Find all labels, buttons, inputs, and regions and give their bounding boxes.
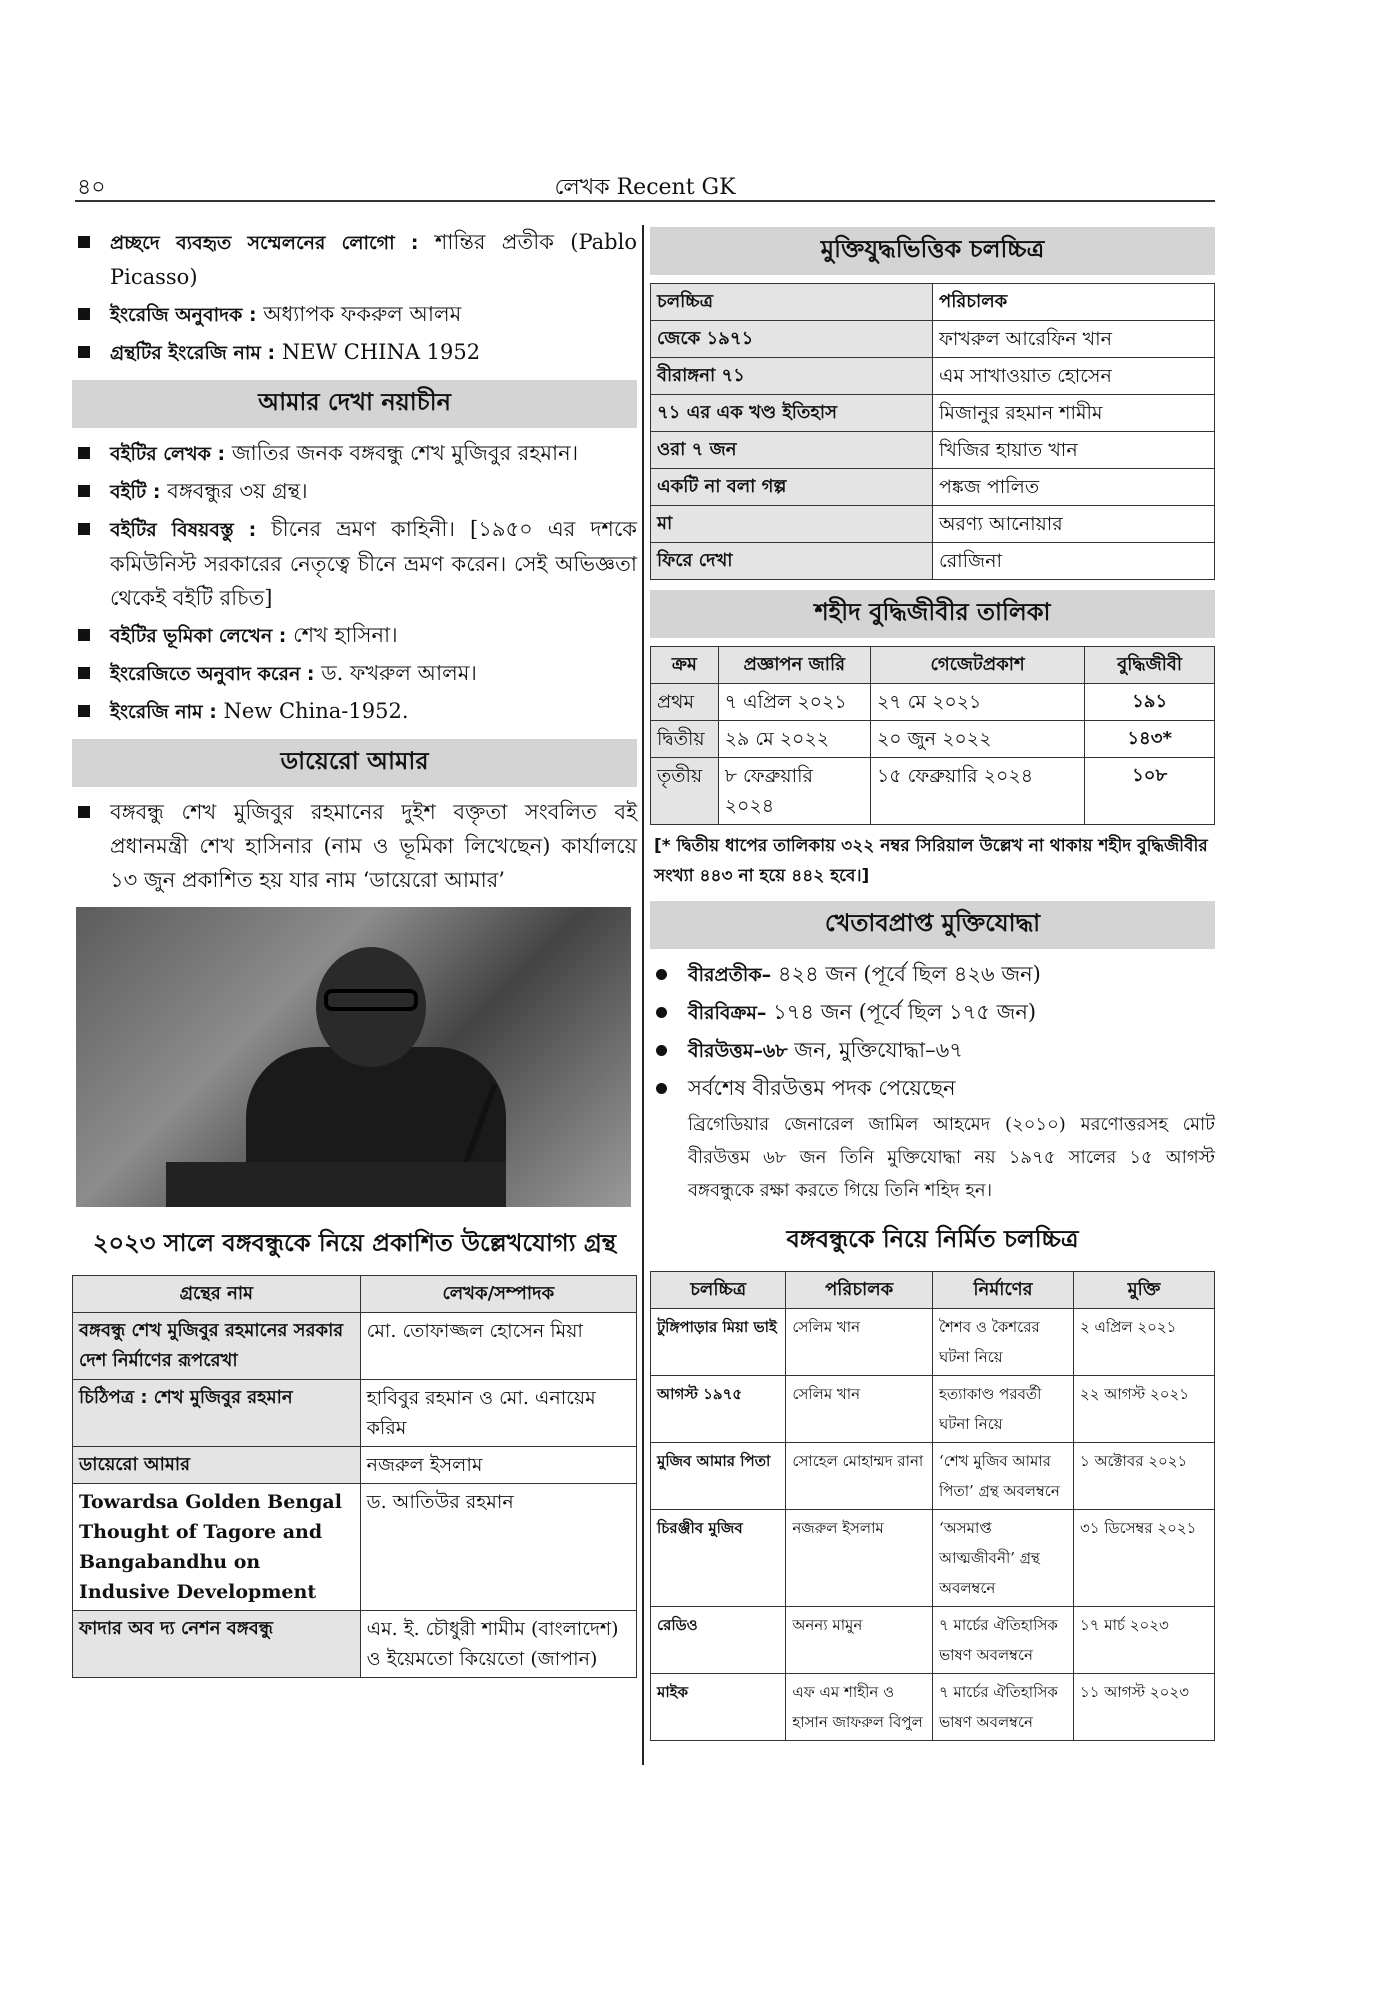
martyr-count: ১৯১ xyxy=(1085,684,1215,721)
table-row xyxy=(651,506,1215,543)
film-director: এম সাখাওয়াত হোসেন xyxy=(933,358,1215,395)
round-bullet-icon xyxy=(656,1045,667,1056)
list-item xyxy=(72,436,637,471)
list-item xyxy=(72,335,637,370)
martyr-notice-date: ৮ ফেব্রুয়ারি ২০২৪ xyxy=(718,758,870,825)
table-header-row xyxy=(73,1276,637,1313)
square-bullet-icon xyxy=(78,346,90,358)
film-basis: শৈশব ও কৈশরের ঘটনা নিয়ে xyxy=(932,1309,1073,1376)
bangabandhu-films-table xyxy=(650,1271,1215,1741)
page-header xyxy=(75,168,1215,202)
square-bullet-icon xyxy=(78,236,90,248)
photo-glasses xyxy=(324,989,418,1011)
item-label: ইংরেজিতে অনুবাদ করেন : xyxy=(110,663,315,685)
book-author: এম. ই. চৌধুরী শামীম (বাংলাদেশ) ও ইয়েমতো কিয়েতো (জাপান) xyxy=(360,1611,636,1678)
square-bullet-icon xyxy=(78,447,90,459)
book-name: Towardsa Golden Bengal Thought of Tagore and Bangabandhu on Indusive Development xyxy=(73,1484,361,1611)
bangabandhu-films-heading: বঙ্গবন্ধুকে নিয়ে নির্মিত চলচ্চিত্র xyxy=(786,1225,1079,1253)
item-label: বইটির ভূমিকা লেখেন : xyxy=(110,625,287,647)
book-name: ডায়েরো আমার xyxy=(73,1447,361,1484)
running-title: লেখক Recent GK xyxy=(554,175,736,200)
awards-detail: ব্রিগেডিয়ার জেনারেল জামিল আহমেদ (২০১০) মরণোত্তরসহ মোট বীরউত্তম ৬৮ জন তিনি মুক্তিযোদ্ধা নয় ১৯৭৫ সালের ১৫ আগস্ট বঙ্গবন্ধুকে রক্ষা করতে গিয়ে তিনি শহিদ হন। xyxy=(688,1114,1215,1201)
books-2023-heading: ২০২৩ সালে বঙ্গবন্ধুকে নিয়ে প্রকাশিত উল্লেখযোগ্য গ্রন্থ xyxy=(92,1229,617,1257)
table-row xyxy=(651,1607,1215,1674)
column-header: বুদ্ধিজীবী xyxy=(1085,647,1215,684)
book-author: নজরুল ইসলাম xyxy=(360,1447,636,1484)
film-title: ফিরে দেখা xyxy=(651,543,933,580)
books-2023-table xyxy=(72,1275,637,1678)
item-value: New China-1952. xyxy=(223,699,409,723)
square-bullet-icon xyxy=(78,523,90,535)
table-row xyxy=(651,358,1215,395)
table-row xyxy=(651,469,1215,506)
table-row xyxy=(651,1376,1215,1443)
table-row xyxy=(73,1611,637,1678)
item-value: ১৭৪ জন (পূর্বে ছিল ১৭৫ জন) xyxy=(773,1000,1037,1024)
film-release: ১ অক্টোবর ২০২১ xyxy=(1073,1443,1214,1510)
column-header: পরিচালক xyxy=(933,284,1215,321)
film-title: আগস্ট ১৯৭৫ xyxy=(651,1376,786,1443)
film-director: সেলিম খান xyxy=(786,1376,933,1443)
section-heading-new-china: আমার দেখা নয়াচীন xyxy=(72,380,637,428)
item-label: বইটি : xyxy=(110,481,161,503)
square-bullet-icon xyxy=(78,806,90,818)
martyr-notice-date: ২৯ মে ২০২২ xyxy=(718,721,870,758)
film-basis: ‘শেখ মুজিব আমার পিতা’ গ্রন্থ অবলম্বনে xyxy=(932,1443,1073,1510)
book-author: মো. তোফাজ্জল হোসেন মিয়া xyxy=(360,1313,636,1380)
table-row xyxy=(73,1484,637,1611)
list-item xyxy=(72,474,637,509)
round-bullet-icon xyxy=(656,969,667,980)
martyrs-table xyxy=(650,646,1215,825)
table-row xyxy=(73,1447,637,1484)
item-label: বীরউত্তম–৬৮ xyxy=(688,1040,788,1062)
table-row xyxy=(73,1380,637,1447)
book-name: চিঠিপত্র : শেখ মুজিবুর রহমান xyxy=(73,1380,361,1447)
item-label: বীরবিক্রম– xyxy=(688,1002,767,1024)
film-basis: হত্যাকাণ্ড পরবর্তী ঘটনা নিয়ে xyxy=(932,1376,1073,1443)
table-header-row xyxy=(651,647,1215,684)
list-item xyxy=(650,995,1215,1030)
column-header: প্রজ্ঞাপন জারি xyxy=(718,647,870,684)
film-title: ৭১ এর এক খণ্ড ইতিহাস xyxy=(651,395,933,432)
martyr-gazette-date: ১৫ ফেব্রুয়ারি ২০২৪ xyxy=(870,758,1084,825)
film-basis: ৭ মার্চের ঐতিহাসিক ভাষণ অবলম্বনে xyxy=(932,1607,1073,1674)
column-header: নির্মাণের xyxy=(932,1272,1073,1309)
item-value: শান্তির প্রতীক (Pablo Picasso) xyxy=(110,230,637,289)
table-row xyxy=(651,1443,1215,1510)
table-row xyxy=(651,758,1215,825)
film-director: সোহেল মোহাম্মদ রানা xyxy=(786,1443,933,1510)
new-china-list xyxy=(72,436,637,729)
film-director: মিজানুর রহমান শামীম xyxy=(933,395,1215,432)
film-title: বীরাঙ্গনা ৭১ xyxy=(651,358,933,395)
film-release: ২ এপ্রিল ২০২১ xyxy=(1073,1309,1214,1376)
awards-list xyxy=(650,957,1215,1105)
martyr-order: দ্বিতীয় xyxy=(651,721,719,758)
section-heading-liberation-films: মুক্তিযুদ্ধভিত্তিক চলচ্চিত্র xyxy=(650,227,1215,275)
table-row xyxy=(651,395,1215,432)
column-header: পরিচালক xyxy=(786,1272,933,1309)
film-title: ওরা ৭ জন xyxy=(651,432,933,469)
column-header: চলচ্চিত্র xyxy=(651,284,933,321)
film-title: রেডিও xyxy=(651,1607,786,1674)
square-bullet-icon xyxy=(78,629,90,641)
film-director: অনন্য মামুন xyxy=(786,1607,933,1674)
item-value: চীনের ভ্রমণ কাহিনী। [১৯৫০ এর দশকে কমিউনিস্ট সরকারের নেতৃত্বে চীনে ভ্রমণ করেন। সেই অভিজ্ঞতা থেকেই বইটি রচিত] xyxy=(110,517,637,610)
list-item xyxy=(72,694,637,729)
liberation-films-table xyxy=(650,283,1215,580)
martyrs-footnote: [* দ্বিতীয় ধাপের তালিকায় ৩২২ নম্বর সিরিয়াল উল্লেখ না থাকায় শহীদ বুদ্ধিজীবীর সংখ্যা ৪৪৩ না হয়ে ৪৪২ হবে।] xyxy=(654,836,1208,886)
martyr-order: তৃতীয় xyxy=(651,758,719,825)
film-release: ২২ আগস্ট ২০২১ xyxy=(1073,1376,1214,1443)
film-director: নজরুল ইসলাম xyxy=(786,1510,933,1607)
martyr-gazette-date: ২৭ মে ২০২১ xyxy=(870,684,1084,721)
section-heading-martyrs: শহীদ বুদ্ধিজীবীর তালিকা xyxy=(650,590,1215,638)
item-value: অধ্যাপক ফকরুল আলম xyxy=(263,302,462,326)
film-release: ৩১ ডিসেম্বর ২০২১ xyxy=(1073,1510,1214,1607)
table-row xyxy=(651,321,1215,358)
list-item xyxy=(650,1033,1215,1068)
film-basis: ৭ মার্চের ঐতিহাসিক ভাষণ অবলম্বনে xyxy=(932,1674,1073,1741)
list-item xyxy=(650,1071,1215,1105)
table-row xyxy=(651,1309,1215,1376)
martyr-count: ১০৮ xyxy=(1085,758,1215,825)
list-item xyxy=(72,656,637,691)
round-bullet-icon xyxy=(656,1083,667,1094)
table-row xyxy=(651,684,1215,721)
item-label: ইংরেজি নাম : xyxy=(110,701,217,723)
film-director: ফাখরুল আরেফিন খান xyxy=(933,321,1215,358)
photo-podium xyxy=(166,1162,506,1207)
intro-list xyxy=(72,225,637,370)
book-name: বঙ্গবন্ধু শেখ মুজিবুর রহমানের সরকার দেশ নির্মাণের রূপরেখা xyxy=(73,1313,361,1380)
item-label: বইটির বিষয়বস্তু : xyxy=(110,519,257,541)
film-title: মা xyxy=(651,506,933,543)
item-value: শেখ হাসিনা। xyxy=(293,623,398,647)
film-title: টুঙ্গিপাড়ার মিয়া ভাই xyxy=(651,1309,786,1376)
column-divider xyxy=(642,225,644,1765)
list-item xyxy=(72,297,637,332)
film-director: খিজির হায়াত খান xyxy=(933,432,1215,469)
column-header: মুক্তি xyxy=(1073,1272,1214,1309)
martyr-count: ১৪৩* xyxy=(1085,721,1215,758)
diary-list xyxy=(72,795,637,897)
film-title: একটি না বলা গল্প xyxy=(651,469,933,506)
left-column xyxy=(72,225,637,1678)
list-item xyxy=(72,618,637,653)
film-release: ১৭ মার্চ ২০২৩ xyxy=(1073,1607,1214,1674)
table-row xyxy=(651,543,1215,580)
item-value: বঙ্গবন্ধু শেখ মুজিবুর রহমানের দুইশ বক্তৃতা সংবলিত বই প্রধানমন্ত্রী শেখ হাসিনার (নাম ও ভূমিকা লিখেছেন) কার্যালয়ে ১৩ জুন প্রকাশিত হয় যার নাম ‘ডায়েরো আমার’ xyxy=(110,800,637,892)
film-title: চিরঞ্জীব মুজিব xyxy=(651,1510,786,1607)
square-bullet-icon xyxy=(78,308,90,320)
speech-photo xyxy=(76,907,631,1207)
table-row xyxy=(651,1674,1215,1741)
round-bullet-icon xyxy=(656,1007,667,1018)
martyr-order: প্রথম xyxy=(651,684,719,721)
martyr-notice-date: ৭ এপ্রিল ২০২১ xyxy=(718,684,870,721)
table-header-row xyxy=(651,284,1215,321)
item-value: জন, মুক্তিযোদ্ধা–৬৭ xyxy=(794,1038,963,1062)
film-director: সেলিম খান xyxy=(786,1309,933,1376)
film-release: ১১ আগস্ট ২০২৩ xyxy=(1073,1674,1214,1741)
item-value: ড. ফখরুল আলম। xyxy=(321,661,477,685)
film-basis: ‘অসমাপ্ত আত্মজীবনী’ গ্রন্থ অবলম্বনে xyxy=(932,1510,1073,1607)
item-label: গ্রন্থটির ইংরেজি নাম : xyxy=(110,342,276,364)
item-label: বীরপ্রতীক– xyxy=(688,964,772,986)
table-row xyxy=(651,1510,1215,1607)
list-item xyxy=(72,225,637,294)
item-value: সর্বশেষ বীরউত্তম পদক পেয়েছেন xyxy=(688,1076,956,1100)
film-title: মুজিব আমার পিতা xyxy=(651,1443,786,1510)
page-number: ৪০ xyxy=(77,175,106,200)
column-header: লেখক/সম্পাদক xyxy=(360,1276,636,1313)
film-title: মাইক xyxy=(651,1674,786,1741)
item-value: NEW CHINA 1952 xyxy=(281,340,481,364)
book-author: ড. আতিউর রহমান xyxy=(360,1484,636,1611)
table-row xyxy=(651,721,1215,758)
film-director: রোজিনা xyxy=(933,543,1215,580)
list-item xyxy=(72,512,637,615)
item-value: জাতির জনক বঙ্গবন্ধু শেখ মুজিবুর রহমান। xyxy=(231,441,579,465)
item-label: প্রচ্ছদে ব্যবহৃত সম্মেলনের লোগো : xyxy=(110,232,419,254)
film-director: পঙ্কজ পালিত xyxy=(933,469,1215,506)
square-bullet-icon xyxy=(78,667,90,679)
film-director: এফ এম শাহীন ও হাসান জাফরুল বিপুল xyxy=(786,1674,933,1741)
table-row xyxy=(651,432,1215,469)
column-header: গেজেটপ্রকাশ xyxy=(870,647,1084,684)
item-label: ইংরেজি অনুবাদক : xyxy=(110,304,257,326)
film-title: জেকে ১৯৭১ xyxy=(651,321,933,358)
item-value: ৪২৪ জন (পূর্বে ছিল ৪২৬ জন) xyxy=(777,962,1041,986)
list-item xyxy=(72,795,637,897)
column-header: গ্রন্থের নাম xyxy=(73,1276,361,1313)
martyr-gazette-date: ২০ জুন ২০২২ xyxy=(870,721,1084,758)
list-item xyxy=(650,957,1215,992)
book-name: ফাদার অব দ্য নেশন বঙ্গবন্ধু xyxy=(73,1611,361,1678)
section-heading-diary: ডায়েরো আমার xyxy=(72,739,637,787)
square-bullet-icon xyxy=(78,705,90,717)
table-header-row xyxy=(651,1272,1215,1309)
table-row xyxy=(73,1313,637,1380)
item-label: বইটির লেখক : xyxy=(110,443,226,465)
film-director: অরণ্য আনোয়ার xyxy=(933,506,1215,543)
item-value: বঙ্গবন্ধুর ৩য় গ্রন্থ। xyxy=(167,479,308,503)
section-heading-awards: খেতাবপ্রাপ্ত মুক্তিযোদ্ধা xyxy=(650,901,1215,949)
square-bullet-icon xyxy=(78,485,90,497)
column-header: চলচ্চিত্র xyxy=(651,1272,786,1309)
right-column xyxy=(650,225,1215,1741)
book-author: হাবিবুর রহমান ও মো. এনায়েম করিম xyxy=(360,1380,636,1447)
column-header: ক্রম xyxy=(651,647,719,684)
